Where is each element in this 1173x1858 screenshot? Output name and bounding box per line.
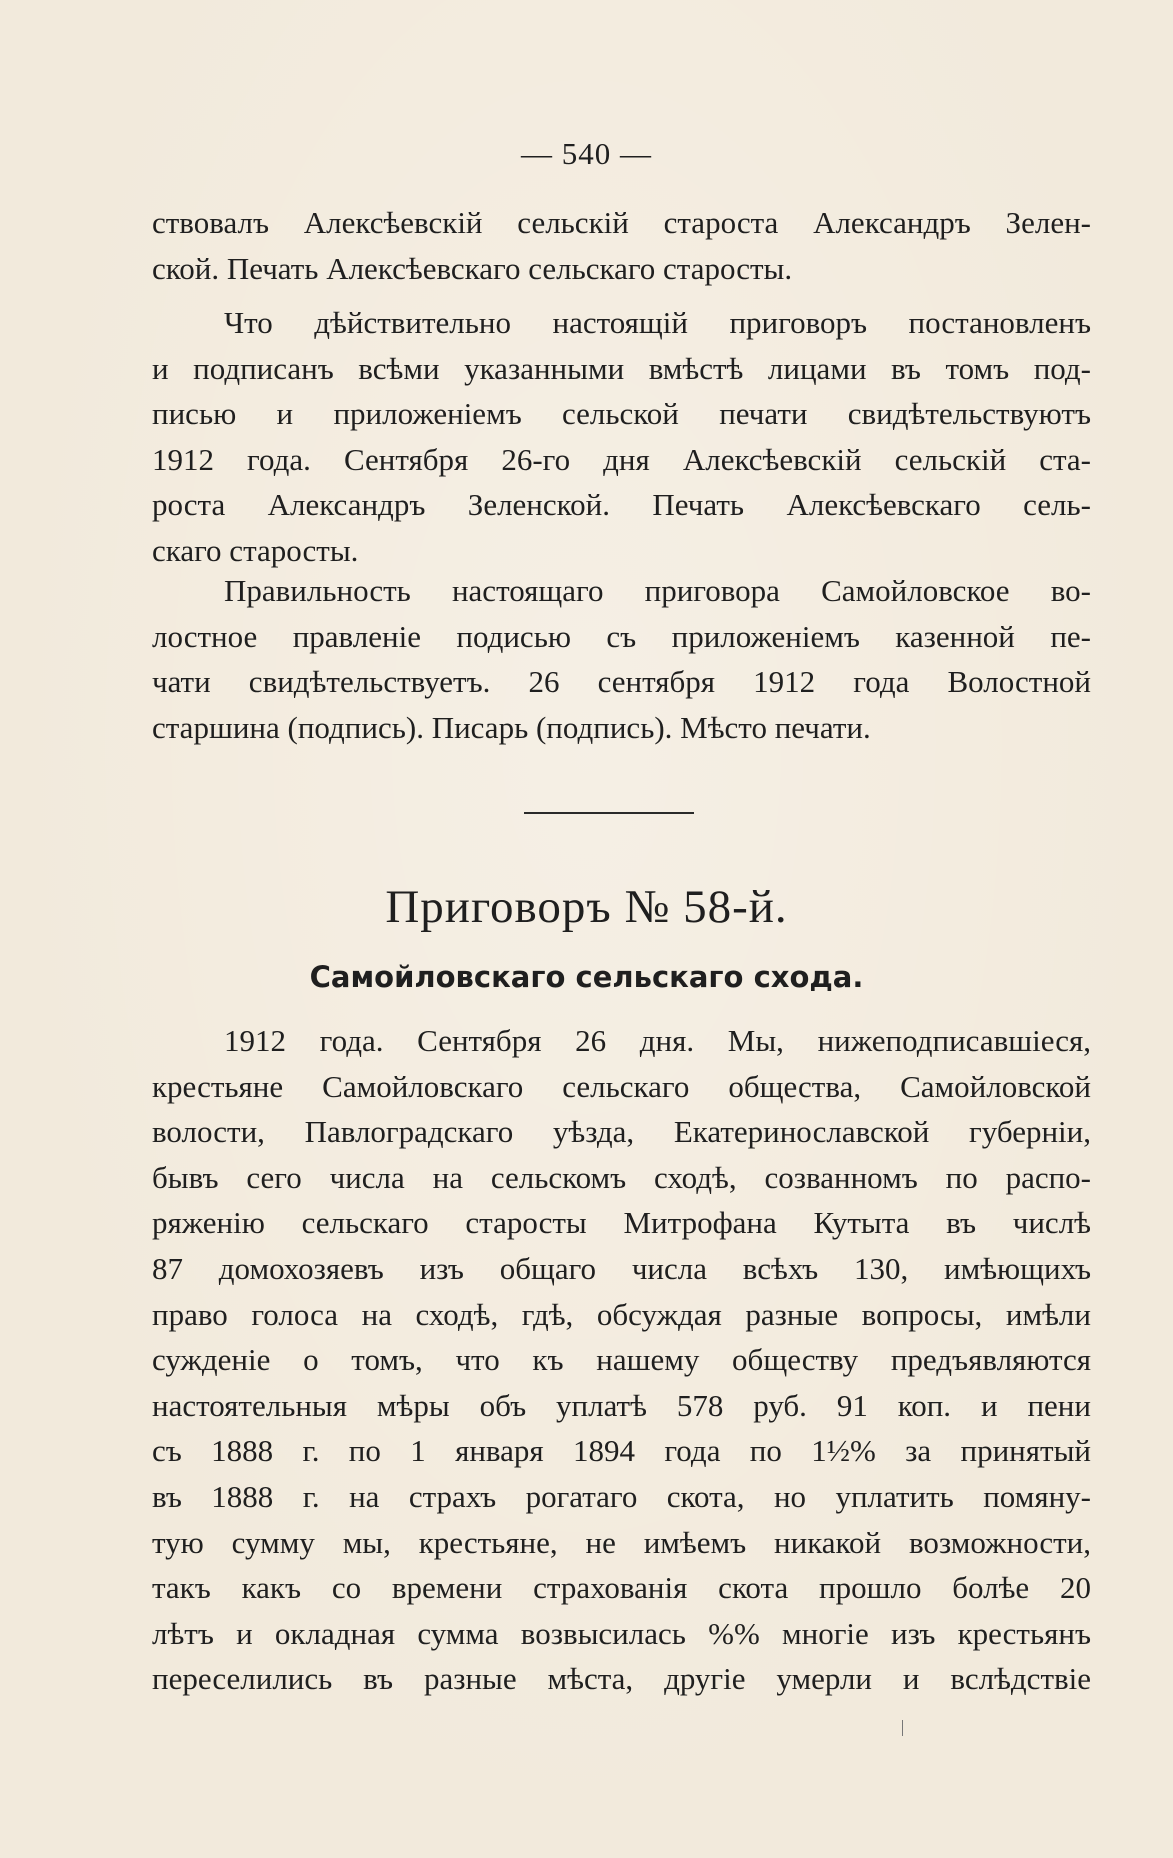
text-line: сужденіе о томъ, что къ нашему обществу предъявляются xyxy=(152,1342,1091,1378)
section-divider xyxy=(524,812,694,814)
text-line: 87 домохозяевъ изъ общаго числа всѣхъ 130, имѣющихъ xyxy=(152,1250,1091,1286)
paragraph-continuation xyxy=(152,200,1091,291)
text-line: переселились въ разные мѣста, другіе умерли и вслѣдствіе xyxy=(152,1661,1091,1697)
text-line: крестьяне Самойловскаго сельскаго общества, Самойловской xyxy=(152,1068,1091,1104)
text-line: Правильность настоящаго приговора Самойловское во- xyxy=(224,573,1091,608)
text-line: ряженію сельскаго старосты Митрофана Кутыта въ числѣ xyxy=(152,1205,1091,1241)
text-line: старшина (подпись). Писарь (подпись). Мѣсто печати. xyxy=(152,709,871,745)
text-line: бывъ сего числа на сельскомъ сходѣ, созванномъ по распо- xyxy=(152,1159,1091,1195)
page-number: — 540 — xyxy=(521,136,652,171)
text-line: роста Александръ Зеленской. Печать Алексѣевскаго сель- xyxy=(152,487,1091,523)
text-line: волости, Павлоградскаго уѣзда, Екатеринославской губерніи, xyxy=(152,1114,1091,1150)
section-subheading: Самойловскаго сельскаго схода. xyxy=(309,960,864,994)
text-line: право голоса на сходѣ, гдѣ, обсуждая разные вопросы, имѣли xyxy=(152,1296,1091,1332)
text-line: Что дѣйствительно настоящій приговоръ постановленъ xyxy=(224,305,1091,340)
text-line: писью и приложеніемъ сельской печати свидѣтельствуютъ xyxy=(152,396,1091,432)
paragraph-correctness xyxy=(152,568,1091,750)
paragraph-certification xyxy=(152,300,1091,574)
paragraph-resolution xyxy=(152,1018,1091,1702)
text-line: ской. Печать Алексѣевскаго сельскаго старосты. xyxy=(152,250,793,286)
text-line: въ 1888 г. на страхъ рогатаго скота, но уплатить помяну- xyxy=(152,1478,1091,1514)
text-line: лѣтъ и окладная сумма возвысилась %% многіе изъ крестьянъ xyxy=(152,1615,1091,1651)
text-line: настоятельныя мѣры объ уплатѣ 578 руб. 91 коп. и пени xyxy=(152,1387,1091,1423)
text-line: тую сумму мы, крестьяне, не имѣемъ никакой возможности, xyxy=(152,1524,1091,1560)
text-line: чати свидѣтельствуетъ. 26 сентября 1912 года Волостной xyxy=(152,664,1091,700)
section-heading: Приговоръ № 58-й. xyxy=(385,881,788,933)
text-line: такъ какъ со времени страхованія скота прошло болѣе 20 xyxy=(152,1570,1091,1606)
text-line: и подписанъ всѣми указанными вмѣстѣ лицами въ томъ под- xyxy=(152,350,1091,386)
text-line: ствовалъ Алексѣевскій сельскій староста Александръ Зелен- xyxy=(152,205,1091,240)
text-line: съ 1888 г. по 1 января 1894 года по 1½% за принятый xyxy=(152,1433,1091,1469)
text-line: лостное правленіе подисью съ приложеніемъ казенной пе- xyxy=(152,618,1091,654)
print-mark xyxy=(902,1720,903,1736)
text-line: скаго старосты. xyxy=(152,532,359,568)
text-line: 1912 года. Сентября 26-го дня Алексѣевскій сельскій ста- xyxy=(152,441,1091,477)
text-line: 1912 года. Сентября 26 дня. Мы, нижеподписавшіеся, xyxy=(224,1023,1091,1058)
